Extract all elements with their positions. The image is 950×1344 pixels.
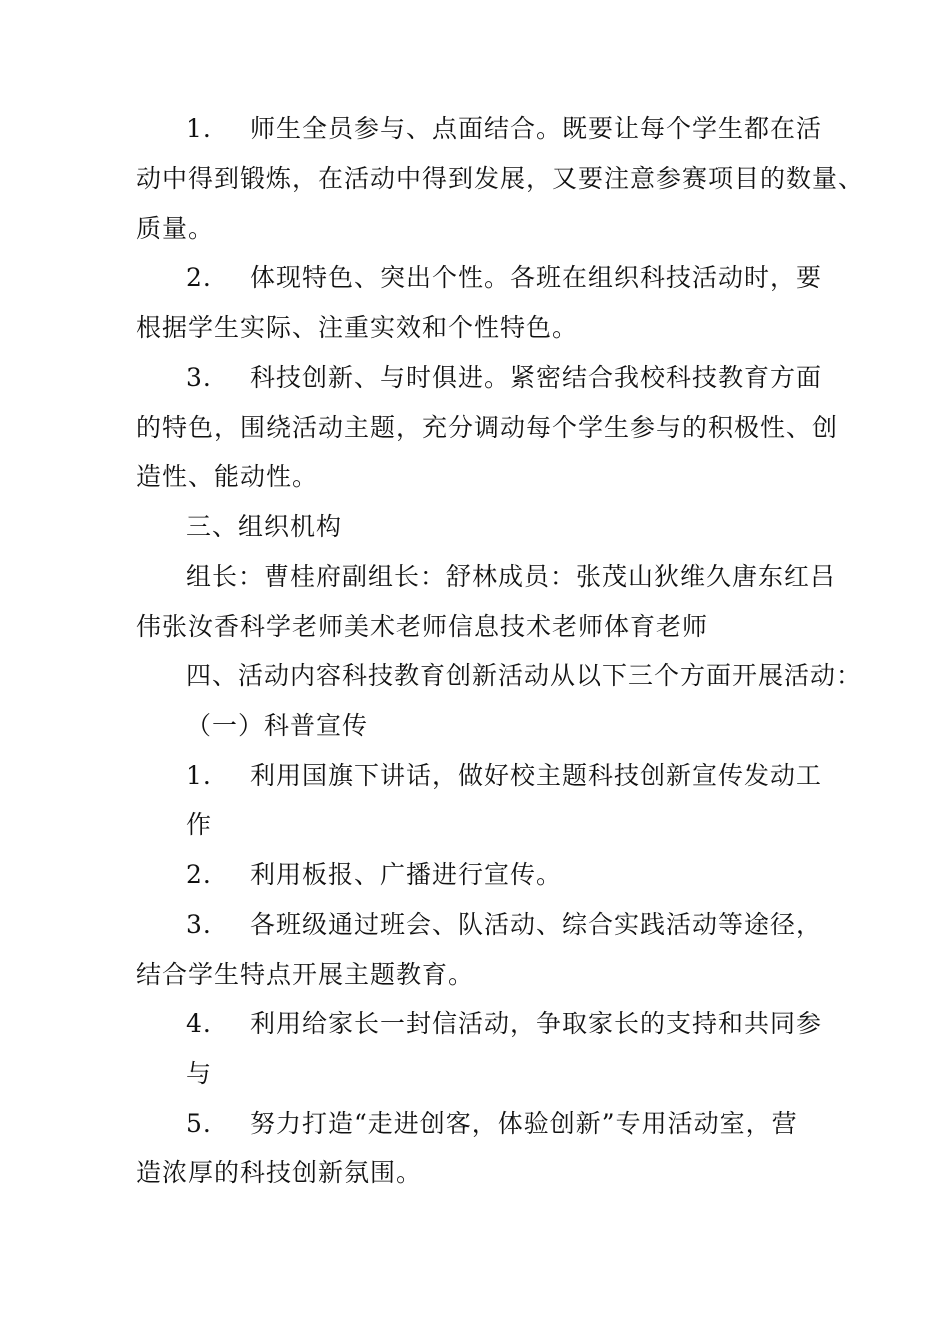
promo-1-line-1 bbox=[186, 761, 822, 791]
principle-1-line-2: 动中得到锻炼，在活动中得到发展，又要注意参赛项目的数量、 bbox=[136, 164, 865, 193]
promo-3-line-2: 结合学生特点开展主题教育。 bbox=[136, 960, 475, 989]
list-text: 利用国旗下讲话，做好校主题科技创新宣传发动工 bbox=[250, 761, 823, 790]
list-text: 科技创新、与时俱进。紧密结合我校科技教育方面 bbox=[250, 363, 823, 392]
org-line-1: 组长：曹桂府副组长：舒林成员：张茂山狄维久唐东红吕 bbox=[186, 562, 837, 591]
list-number: 1. bbox=[186, 114, 212, 143]
promo-3-line-1 bbox=[186, 910, 822, 940]
list-text: 体现特色、突出个性。各班在组织科技活动时，要 bbox=[250, 263, 823, 292]
list-number: 4. bbox=[186, 1009, 212, 1038]
list-text: 努力打造“走进创客，体验创新”专用活动室，营 bbox=[250, 1109, 798, 1138]
promo-5-line-1 bbox=[186, 1109, 798, 1139]
list-number: 3. bbox=[186, 910, 212, 939]
section-3-heading: 三、组织机构 bbox=[186, 512, 343, 541]
list-text: 师生全员参与、点面结合。既要让每个学生都在活 bbox=[250, 114, 823, 143]
principle-3-line-1 bbox=[186, 363, 822, 393]
principle-3-line-2: 的特色，围绕活动主题，充分调动每个学生参与的积极性、创 bbox=[136, 413, 839, 442]
list-text: 利用给家长一封信活动，争取家长的支持和共同参 bbox=[250, 1009, 823, 1038]
promo-4-line-2: 与 bbox=[186, 1059, 213, 1088]
principle-2-line-1 bbox=[186, 263, 822, 293]
list-number: 2. bbox=[186, 263, 212, 292]
list-text: 各班级通过班会、队活动、综合实践活动等途径， bbox=[250, 910, 823, 939]
list-number: 5. bbox=[186, 1109, 212, 1138]
list-number: 3. bbox=[186, 363, 212, 392]
principle-1-line-1 bbox=[186, 114, 822, 144]
subsection-1-heading: （一）科普宣传 bbox=[186, 711, 369, 740]
list-text: 利用板报、广播进行宣传。 bbox=[250, 860, 563, 889]
principle-1-line-3: 质量。 bbox=[136, 214, 215, 243]
list-number: 1. bbox=[186, 761, 212, 790]
promo-4-line-1 bbox=[186, 1009, 822, 1039]
principle-2-line-2: 根据学生实际、注重实效和个性特色。 bbox=[136, 313, 579, 342]
promo-5-line-2: 造浓厚的科技创新氛围。 bbox=[136, 1158, 423, 1187]
section-4-heading: 四、活动内容科技教育创新活动从以下三个方面开展活动： bbox=[186, 661, 863, 690]
principle-3-line-3: 造性、能动性。 bbox=[136, 462, 319, 491]
org-line-2: 伟张汝香科学老师美术老师信息技术老师体育老师 bbox=[136, 612, 709, 641]
promo-2-line-1 bbox=[186, 860, 562, 890]
list-number: 2. bbox=[186, 860, 212, 889]
promo-1-line-2: 作 bbox=[186, 810, 213, 839]
